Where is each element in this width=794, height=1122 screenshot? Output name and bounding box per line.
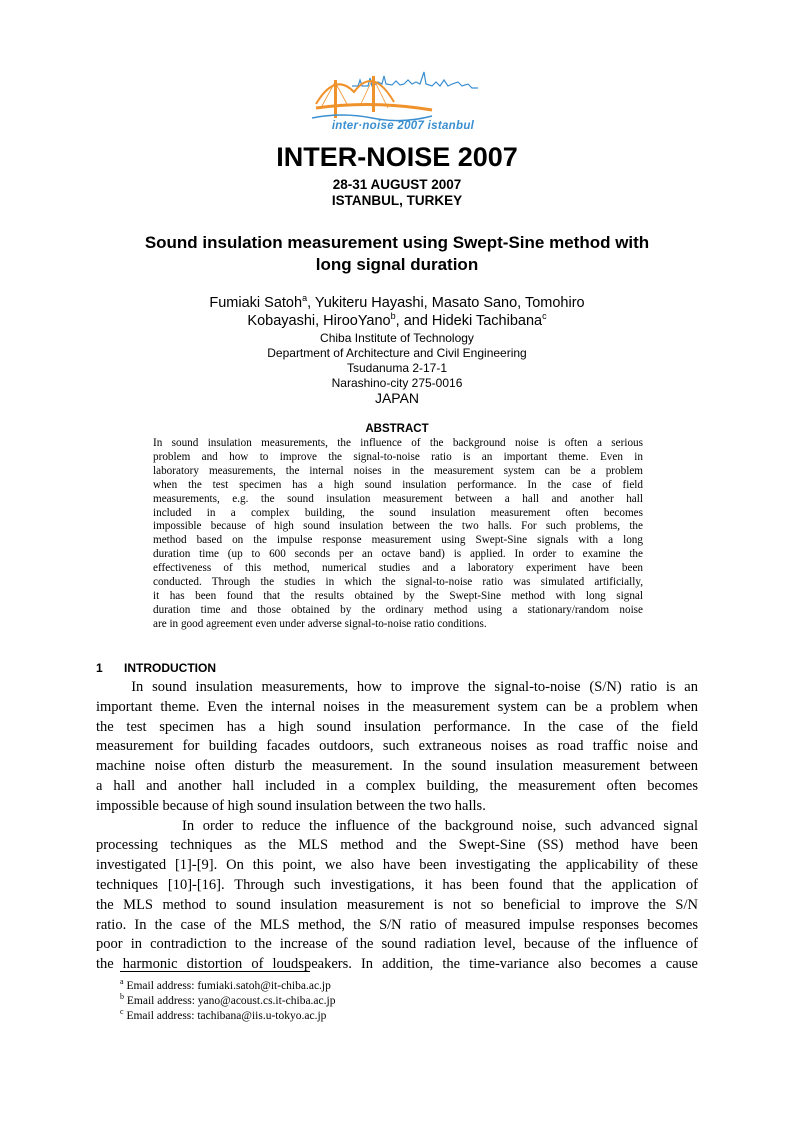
body-text-line: the harmonic distortion of loudspeakers. In addition, the time-variance also becomes a cause	[96, 956, 698, 973]
conference-date: 28-31 AUGUST 2007	[332, 177, 462, 192]
author-mark: c	[542, 311, 547, 322]
body-text-line: a hall and another hall included in a complex building, the measurement often becomes	[96, 777, 698, 794]
footnote-text: Email address: fumiaki.satoh@it-chiba.ac.jp	[123, 980, 331, 992]
conference-name: INTER-NOISE 2007	[276, 142, 518, 172]
author-name: Fumiaki Satoh	[209, 295, 303, 311]
author-mark: a	[302, 293, 308, 304]
paper-title-line: long signal duration	[315, 255, 479, 274]
footnote-text: Email address: tachibana@iis.u-tokyo.ac.jp	[123, 1010, 327, 1022]
affiliation-line: Narashino-city 275-0016	[331, 376, 463, 390]
body-text-line: machine noise often disturb the measurement. In the sound insulation measurement between	[96, 758, 698, 775]
affiliation	[0, 331, 794, 391]
author-name: , Yukiteru Hayashi, Masato Sano, Tomohiro	[307, 295, 585, 311]
affiliation-country: JAPAN	[374, 390, 420, 406]
abstract-line: impossible because of high sound insulation between the two halls. For such problems, the	[153, 520, 643, 533]
body-text-line: important theme. Even the internal noises in the measurement system can be a problem when	[96, 698, 698, 715]
abstract-line: problem and how to improve the signal-to-noise ratio is an important theme. Even in	[153, 450, 643, 463]
abstract-line: it has been found that the results obtained by the Swept-Sine method with long signal	[153, 589, 643, 602]
abstract-line: are in good agreement even under adverse signal-to-noise ratio conditions.	[153, 617, 487, 630]
section-title: INTRODUCTION	[124, 661, 216, 675]
author-list	[150, 294, 644, 330]
body-text-line: techniques [10]-[16]. Through such investigations, it has been found that the application of	[96, 876, 698, 893]
introduction-body	[96, 678, 698, 975]
body-text-line: In order to reduce the influence of the background noise, such advanced signal	[96, 817, 698, 834]
abstract-line: effectiveness of this method, numerical studies and a laboratory experiment have been	[153, 562, 643, 575]
body-text-line: impossible because of high sound insulation between the two halls.	[96, 797, 486, 814]
body-text-line: ratio. In the case of the MLS method, the S/N ratio of measured impulse responses becomes	[96, 916, 698, 933]
footnotes	[120, 979, 335, 1024]
abstract-line: In sound insulation measurements, the influence of the background noise is often a serious	[153, 437, 643, 449]
logo-caption: inter·noise 2007 istanbul	[331, 120, 475, 132]
body-text-line: investigated [1]-[9]. On this point, we also have been investigating the applicability of these	[96, 857, 698, 874]
footnote-text: Email address: yano@acoust.cs.it-chiba.ac.jp	[124, 995, 336, 1007]
abstract-line: duration time (up to 600 seconds per an octave band) is applied. In order to examine the	[153, 548, 643, 561]
section-heading	[96, 661, 216, 675]
body-text-line: measurement for building facades outdoors, such extraneous noises as road traffic noise and	[96, 738, 698, 755]
paper-title-line: Sound insulation measurement using Swept-Sine method with	[144, 233, 650, 252]
abstract-line: duration time and those obtained by the ordinary method using a stationary/random noise	[153, 603, 643, 616]
footnote	[120, 979, 335, 994]
section-number: 1	[96, 661, 103, 675]
abstract-line: method based on the impulse response measurement using Swept-Sine signals with a long	[153, 534, 643, 547]
paper-title	[120, 232, 674, 276]
footnote	[120, 994, 335, 1009]
affiliation-line: Department of Architecture and Civil Engineering	[267, 346, 527, 360]
affiliation-line: Chiba Institute of Technology	[320, 331, 474, 345]
abstract-line: when the test specimen has a high sound insulation performance. In the case of field	[153, 478, 643, 491]
footnote	[120, 1009, 335, 1024]
footnote-divider	[120, 971, 310, 972]
body-text-line: poor in contradiction to the increase of the sound radiation level, because of the influence of	[96, 936, 698, 953]
body-text-line: the test specimen has a high sound insulation performance. In the case of the field	[96, 718, 698, 735]
author-name: , and Hideki Tachibana	[395, 313, 543, 329]
footnote-mark: b	[120, 992, 124, 1002]
body-text-line: the MLS method to sound insulation measurement is not so beneficial to improve the S/N	[96, 896, 698, 913]
author-mark: b	[390, 311, 396, 322]
affiliation-line: Tsudanuma 2-17-1	[346, 361, 448, 375]
conference-place: ISTANBUL, TURKEY	[331, 193, 463, 208]
footnote-mark: c	[120, 1007, 124, 1017]
footnote-mark: a	[120, 977, 124, 987]
body-text-line: processing techniques as the MLS method and the Swept-Sine (SS) method have been	[96, 837, 698, 854]
abstract-body	[153, 437, 643, 632]
body-text-line: In sound insulation measurements, how to improve the signal-to-noise (S/N) ratio is an	[96, 679, 698, 695]
abstract-line: conducted. Through the studies in which the signal-to-noise ratio was simulated artificially,	[153, 576, 643, 589]
abstract-line: measurements, e.g. the sound insulation measurement between a hall and another hall	[153, 492, 643, 505]
abstract-line: laboratory measurements, the internal noises in the measurement system can be a problem	[153, 464, 643, 477]
abstract-heading: ABSTRACT	[365, 423, 429, 435]
author-name: Kobayashi, HirooYano	[247, 313, 391, 329]
abstract-line: included in a complex building, the sound insulation measurement often becomes	[153, 506, 643, 519]
